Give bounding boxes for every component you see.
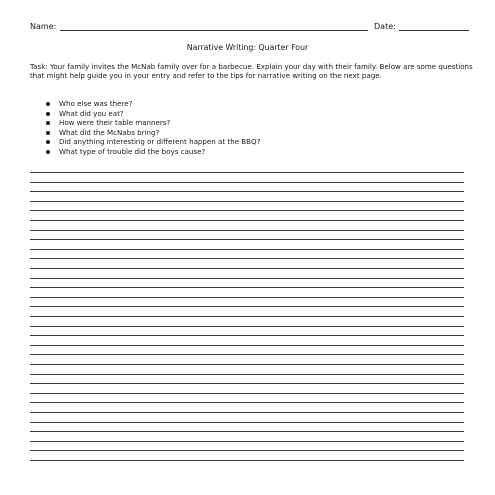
writing-line [30,422,464,423]
writing-line [30,278,464,279]
list-item [42,147,260,157]
list-item [42,128,260,138]
writing-line [30,230,464,231]
writing-line [30,297,464,298]
header-row [30,20,470,34]
question-text: What did the McNabs bring? [59,127,160,137]
guiding-questions-list [42,99,260,157]
writing-line [30,316,464,317]
writing-line [30,460,464,461]
writing-line [30,182,464,183]
writing-line [30,383,464,384]
writing-line [30,326,464,327]
writing-line [30,374,464,375]
writing-line [30,210,464,211]
writing-line [30,249,464,250]
writing-line [30,220,464,221]
writing-line [30,393,464,394]
writing-line [30,201,464,202]
writing-line [30,354,464,355]
bullet-icon [46,112,50,116]
writing-line [30,239,464,240]
writing-line [30,306,464,307]
name-field[interactable] [60,30,368,31]
date-label: Date: [374,22,396,31]
question-text: Who else was there? [59,99,133,108]
name-label: Name: [30,22,57,31]
question-text: How were their table manners? [59,118,171,128]
writing-line [30,172,464,173]
question-text: Did anything interesting or different happen at the BBQ? [59,137,261,147]
bullet-icon [46,131,50,135]
writing-area[interactable] [30,172,464,472]
list-item [42,109,260,119]
writing-line [30,441,464,442]
question-text: What type of trouble did the boys cause? [59,146,206,156]
list-item [42,137,260,147]
list-item [42,99,260,109]
bullet-icon [46,102,50,106]
writing-line [30,191,464,192]
writing-line [30,450,464,451]
writing-line [30,287,464,288]
writing-line [30,258,464,259]
writing-line [30,268,464,269]
writing-line [30,402,464,403]
writing-line [30,412,464,413]
writing-line [30,364,464,365]
bullet-icon [46,150,50,154]
bullet-icon [46,140,50,144]
writing-line [30,345,464,346]
bullet-icon [46,121,50,125]
date-field[interactable] [399,30,469,31]
list-item [42,118,260,128]
writing-line [30,335,464,336]
page-title: Narrative Writing: Quarter Four [186,43,309,52]
writing-line [30,431,464,432]
question-text: What did you eat? [59,108,124,118]
task-instructions: Task: Your family invites the McNab family over for a barbecue. Explain your day with their family. Below are some questions that might help guide you in your entry and refer to the tips for narrative writing on the next page. [30,62,473,81]
